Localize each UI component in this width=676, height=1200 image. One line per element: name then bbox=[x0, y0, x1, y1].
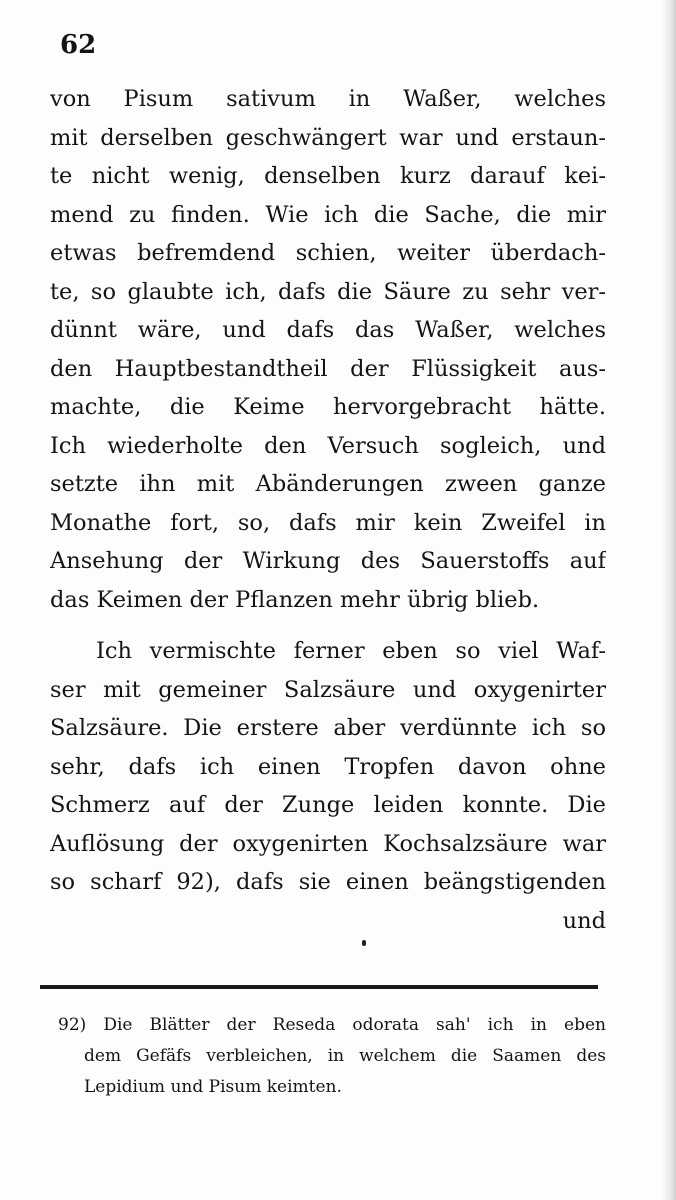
text-line: te, so glaubte ich, dafs die Säure zu sehr ver- bbox=[50, 278, 606, 305]
text-line: Schmerz auf der Zunge leiden konnte. Die bbox=[50, 792, 606, 818]
text-line: den Hauptbestandtheil der Flüssigkeit aus- bbox=[50, 355, 606, 382]
page-edge-shadow bbox=[662, 0, 676, 1200]
ink-speck bbox=[362, 940, 366, 946]
text-line: te nicht wenig, denselben kurz darauf kei- bbox=[50, 163, 606, 189]
text-line: ser mit gemeiner Salzsäure und oxygenirter bbox=[50, 676, 606, 703]
text-line: Salzsäure. Die erstere aber verdünnte ich so bbox=[50, 715, 606, 741]
text-line: von Pisum sativum in Waßer, welches bbox=[50, 86, 606, 112]
text-line: Ansehung der Wirkung des Sauerstoffs auf bbox=[50, 548, 606, 574]
text-line: setzte ihn mit Abänderungen zween ganze bbox=[50, 471, 606, 497]
text-line: mend zu finden. Wie ich die Sache, die mir bbox=[50, 201, 606, 228]
text-line: machte, die Keime hervorgebracht hätte. bbox=[50, 394, 606, 420]
text-line: so scharf 92), dafs sie einen beängstigenden bbox=[50, 869, 606, 895]
footnote-line: 92) Die Blätter der Reseda odorata sah' ich in eben bbox=[58, 1015, 606, 1035]
text-line: Monathe fort, so, dafs mir kein Zweifel in bbox=[50, 509, 606, 536]
text-line: Ich wiederholte den Versuch sogleich, und bbox=[50, 432, 606, 459]
page-number: 62 bbox=[60, 30, 97, 60]
footnote bbox=[58, 1010, 606, 1103]
footnote-line: dem Gefäfs verbleichen, in welchem die Saamen des bbox=[84, 1046, 606, 1066]
text-line: Auflösung der oxygenirten Kochsalzsäure war bbox=[50, 830, 606, 857]
text-line: mit derselben geschwängert war und erstaun- bbox=[50, 124, 606, 151]
paragraph-2 bbox=[50, 632, 606, 940]
text-line: etwas befremdend schien, weiter überdach- bbox=[50, 240, 606, 266]
footnote-line: Lepidium und Pisum keimten. bbox=[84, 1077, 342, 1097]
text-line: sehr, dafs ich einen Tropfen davon ohne bbox=[50, 753, 606, 780]
catchword: und bbox=[562, 907, 606, 934]
paragraph-1 bbox=[50, 80, 606, 619]
text-line: dünnt wäre, und dafs das Waßer, welches bbox=[50, 317, 606, 343]
text-line: das Keimen der Pflanzen mehr übrig blieb. bbox=[50, 586, 540, 613]
footnote-divider bbox=[40, 985, 598, 989]
text-line: Ich vermischte ferner eben so viel Waf- bbox=[96, 638, 606, 664]
